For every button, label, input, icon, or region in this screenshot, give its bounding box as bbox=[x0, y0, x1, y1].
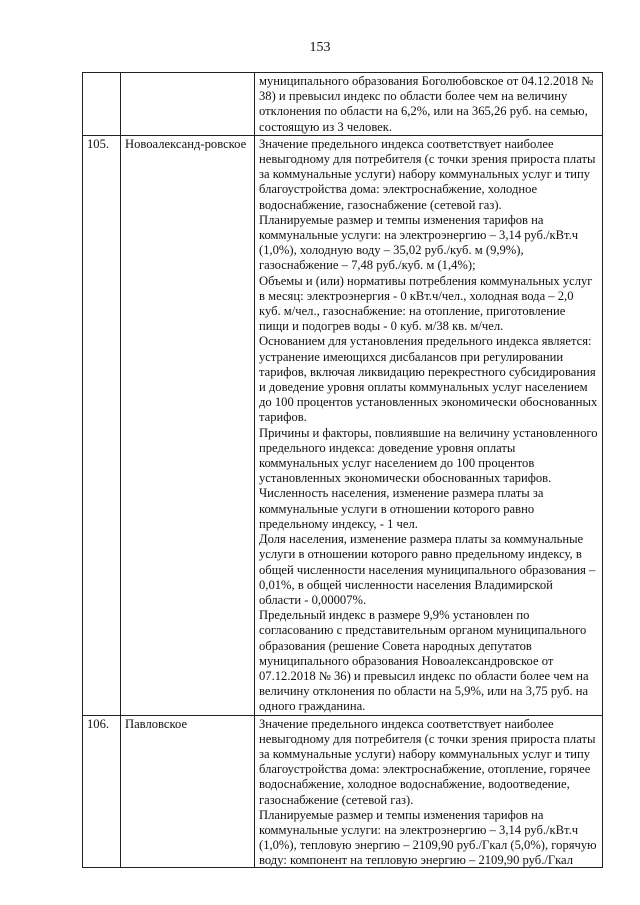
paragraph: Основанием для установления предельного индекса является: устранение имеющихся дисбалансов при регулировании тарифов, включая ликвидацию перекрестного субсидирования и доведение уровня оплаты коммунальных услуг населением до 100 процентов установленных экономически обоснованных тарифов. bbox=[259, 334, 598, 425]
table-row bbox=[83, 715, 603, 867]
row-number-cell: 105. bbox=[83, 135, 121, 715]
table-row bbox=[83, 73, 603, 136]
paragraph: Значение предельного индекса соответствует наиболее невыгодному для потребителя (с точки зрения прироста платы за коммунальные услуги) набору коммунальных услуг и типу благоустройства дома: электроснабжение, холодное водоснабжение, газоснабжение (сетевой газ). bbox=[259, 136, 596, 212]
paragraph: Доля населения, изменение размера платы за коммунальные услуги в отношении которого равно предельному индексу, в общей численности населения муниципального образования – 0,01%, в общей численности населения Владимирской области - 0,00007%. bbox=[259, 532, 596, 607]
description-cell bbox=[255, 73, 603, 136]
description-continuation bbox=[259, 717, 598, 867]
municipality-name-cell bbox=[121, 73, 255, 136]
paragraph: Значение предельного индекса соответствует наиболее невыгодному для потребителя (с точки зрения прироста платы за коммунальные услуги) набору коммунальных услуг и типу благоустройства дома: электроснабжение, отопление, горячее водоснабжение, холодное водоснабжение, водоотведение, газоснабжение (сетевой газ). bbox=[259, 716, 596, 807]
municipal-index-table bbox=[82, 72, 603, 868]
description-cell bbox=[255, 135, 603, 715]
paragraph: Планируемые размер и темпы изменения тарифов на коммунальные услуги: на электроэнергию – 3,14 руб./кВт.ч (1,0%), холодную воду – 35,02 руб./куб. м (9,9%), газоснабжение – 7,48 руб./куб. м (1,4%); bbox=[259, 212, 579, 273]
table-row bbox=[83, 135, 603, 715]
paragraph: Планируемые размер и темпы изменения тарифов на коммунальные услуги: на электроэнергию – 3,14 руб./кВт.ч (1,0%), тепловую энергию – 2109,90 руб./Гкал (5,0%), горячую воду: компонент на тепловую энергию – 2109,90 руб./Гкал bbox=[259, 807, 597, 867]
paragraph: муниципального образования Боголюбовское от 04.12.2018 № 38) и превысил индекс по области более чем на величину отклонения по области на 6,2%, или на 365,26 руб. на семью, состоящую из 3 человек. bbox=[259, 74, 594, 134]
description-cell bbox=[255, 715, 603, 867]
row-number-cell: 106. bbox=[83, 715, 121, 867]
municipality-name-cell: Павловское bbox=[121, 715, 255, 867]
municipality-name-cell: Новоалександ-ровское bbox=[121, 135, 255, 715]
paragraph: Причины и факторы, повлиявшие на величину установленного предельного индекса: доведение уровня оплаты коммунальных услуг населением до 100 процентов установленных экономически обоснованных тарифов. bbox=[259, 425, 598, 486]
paragraph: Объемы и (или) нормативы потребления коммунальных услуг в месяц: электроэнергия - 0 кВт.ч/чел., холодная вода – 2,0 куб. м/чел., газоснабжение: на отопление, приготовление пищи и подогрев воды - 0 куб. м/38 кв. м/чел. bbox=[259, 273, 593, 334]
paragraph: Предельный индекс в размере 9,9% установлен по согласованию с представительным органом муниципального образования (решение Совета народных депутатов муниципального образования Новоалександровское от 07.12.2018 № 36) и превысил индекс по области более чем на величину отклонения по области на 5,9%, или на 3,75 руб. на одного гражданина. bbox=[259, 608, 589, 714]
paragraph: Численность населения, изменение размера платы за коммунальные услуги в отношении которого равно предельному индексу, - 1 чел. bbox=[259, 486, 544, 531]
page-number: 153 bbox=[309, 40, 331, 55]
row-number-cell bbox=[83, 73, 121, 136]
